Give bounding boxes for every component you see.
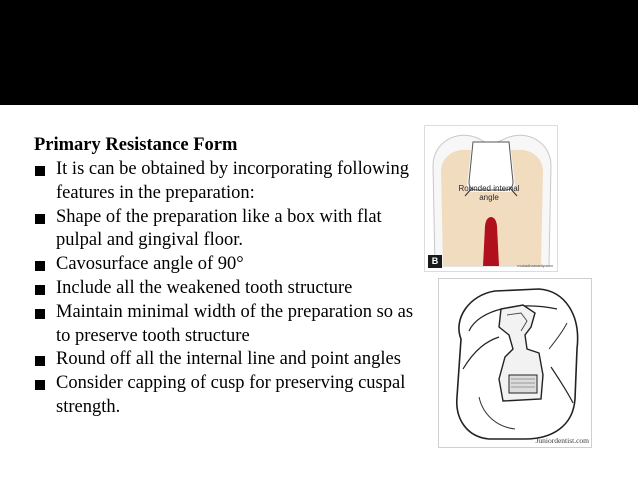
bullet-text: It is can be obtained by incorporating following features in the preparation: (56, 159, 409, 203)
tooth-cross-section-figure (424, 125, 558, 272)
bullet-item (34, 206, 424, 254)
bullet-item (34, 158, 424, 206)
square-bullet-icon (35, 214, 45, 224)
figure-credit: mukadhamanty.com (517, 263, 553, 268)
bullet-list (34, 158, 424, 420)
rounded-angle-label: Rounded internal angle (458, 184, 520, 202)
square-bullet-icon (35, 166, 45, 176)
figure-letter-badge: B (428, 255, 442, 268)
square-bullet-icon (35, 261, 45, 271)
bullet-text: Cavosurface angle of 90° (56, 254, 244, 275)
slide-heading: Primary Resistance Form (34, 135, 238, 155)
tooth-preparation-illustration (439, 279, 591, 447)
tooth-preparation-figure (438, 278, 592, 448)
square-bullet-icon (35, 309, 45, 319)
figure-watermark: Juniordentist.com (535, 436, 589, 445)
bullet-item (34, 348, 424, 372)
square-bullet-icon (35, 285, 45, 295)
bullet-text: Include all the weakened tooth structure (56, 277, 353, 298)
bullet-text: Maintain minimal width of the preparation so as to preserve tooth structure (56, 301, 414, 346)
bullet-item (34, 372, 424, 420)
bullet-text: Consider capping of cusp for preserving cuspal strength. (56, 373, 406, 417)
bullet-item (34, 253, 424, 277)
header-band (0, 0, 638, 105)
square-bullet-icon (35, 380, 45, 390)
slide-content (34, 134, 424, 420)
bullet-text: Shape of the preparation like a box with flat pulpal and gingival floor. (56, 206, 382, 251)
square-bullet-icon (35, 356, 45, 366)
bullet-text: Round off all the internal line and point angles (56, 349, 401, 370)
bullet-item (34, 277, 424, 301)
bullet-item (34, 301, 424, 349)
